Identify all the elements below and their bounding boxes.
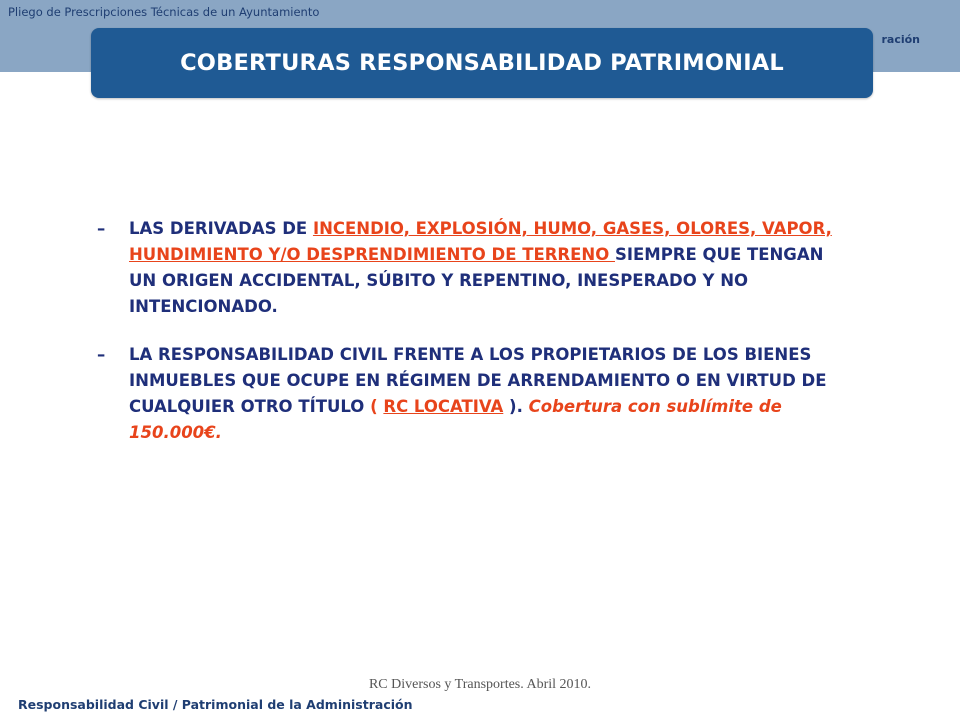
document-caption: Pliego de Prescripciones Técnicas de un Ayuntamiento (8, 5, 320, 19)
bullet-sublimit-note: Cobertura con sublímite de 150.000€. (129, 397, 782, 442)
bullet-paren-open: ( (370, 397, 384, 416)
bullet-paren-close: ). (503, 397, 529, 416)
bullet-dash: – (97, 345, 106, 364)
bullet-dash: – (97, 219, 106, 238)
bullet-text: LA RESPONSABILIDAD CIVIL FRENTE A LOS PROPIETARIOS DE LOS BIENES INMUEBLES QUE OCUPE EN RÉGIMEN DE ARRENDAMIENTO O EN VIRTUD DE CUALQUIER OTRO TÍTULO (129, 345, 827, 416)
bullet-highlight: RC LOCATIVA (383, 397, 504, 416)
bullet-item-incendio (97, 216, 837, 320)
bullet-list (97, 216, 837, 446)
slide-title: COBERTURAS RESPONSABILIDAD PATRIMONIAL (180, 50, 784, 76)
bullet-highlight: INCENDIO, EXPLOSIÓN, HUMO, GASES, OLORES, VAPOR, HUNDIMIENTO Y/O DESPRENDIMIENTO DE TERRENO (129, 219, 832, 264)
footer-left-text: Responsabilidad Civil / Patrimonial de la Administración (18, 697, 413, 712)
bullet-item-rc-locativa (97, 342, 837, 446)
header-band-text-fragment: ración (881, 33, 920, 46)
footer-center-text: RC Diversos y Transportes. Abril 2010. (368, 677, 592, 692)
slide-title-box (91, 28, 873, 98)
bullet-text-continued: SIEMPRE QUE TENGAN UN ORIGEN ACCIDENTAL, SÚBITO Y REPENTINO, INESPERADO Y NO INTENCIONADO. (129, 245, 824, 316)
bullet-text: LAS DERIVADAS DE (129, 219, 313, 238)
